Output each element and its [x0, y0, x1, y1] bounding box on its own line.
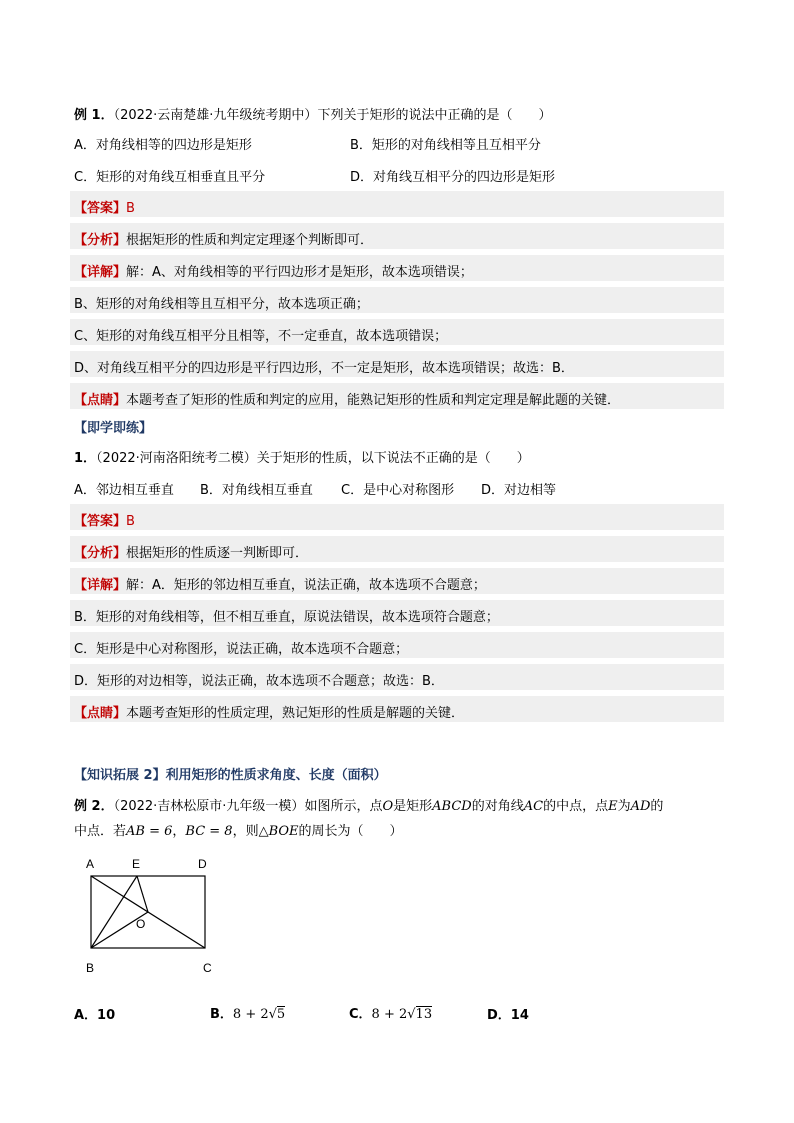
- practice-option-a: A．邻边相互垂直: [74, 483, 174, 498]
- practice-source: （2022·河南洛阳统考二模）: [96, 451, 257, 466]
- ex2-text-1: 如图所示，点: [304, 799, 383, 814]
- ex2-question-line-2: [74, 820, 403, 839]
- ex1-source: （2022·云南楚雄·九年级统考期中）: [113, 108, 318, 123]
- ex1-comment-tag: 【点睛】: [74, 393, 127, 408]
- practice-detail-line-4: D．矩形的对边相等，说法正确，故本选项不合题意；故选：B．: [74, 674, 444, 689]
- practice-detail-line-3: C．矩形是中心对称图形，说法正确，故本选项不合题意；: [74, 642, 409, 657]
- practice-heading: 【即学即练】: [74, 421, 153, 436]
- ex1-detail-line-1: 解：A、对角线相等的平行四边形才是矩形，故本选项错误；: [126, 265, 473, 280]
- ex2-expr-ab: AB = 6: [126, 824, 173, 839]
- practice-detail-line-1: 解：A．矩形的邻边相互垂直，说法正确，故本选项不合题意；: [126, 578, 486, 593]
- ex2-text-2: 是矩形: [393, 799, 433, 814]
- ex1-detail-line-2: B、矩形的对角线相等且互相平分，故本选项正确；: [74, 297, 369, 312]
- sqrt-symbol: √: [407, 1007, 416, 1022]
- ex2-text-9: 的周长为（ ）: [298, 824, 403, 839]
- ex1-analysis-tag: 【分析】: [74, 233, 127, 248]
- ex2-option-d: D．14: [487, 1008, 529, 1023]
- ex1-comment: [74, 389, 620, 408]
- ex1-question-text: 下列关于矩形的说法中正确的是（ ）: [317, 108, 552, 123]
- label-b: B: [86, 961, 95, 975]
- practice-analysis-text: 根据矩形的性质逐一判断即可．: [126, 546, 309, 561]
- ex1-detail-1: [74, 261, 473, 280]
- ex2-var-e: E: [608, 799, 618, 814]
- practice-option-d: D．对边相等: [481, 483, 557, 498]
- ex2-var-abcd: ABCD: [432, 799, 472, 814]
- label-a: A: [86, 857, 95, 871]
- segment-be: [91, 876, 137, 948]
- sqrt-symbol: √: [268, 1007, 277, 1022]
- ex2-option-c-value: 8 + 2: [371, 1007, 408, 1022]
- ex1-answer-tag: 【答案】: [74, 201, 127, 216]
- practice-comment-tag: 【点睛】: [74, 706, 127, 721]
- ex1-detail-tag: 【详解】: [74, 265, 127, 280]
- label-d: D: [198, 857, 207, 871]
- label-e: E: [132, 857, 141, 871]
- practice-answer: [74, 510, 135, 529]
- ex2-text-5: 为: [617, 799, 631, 814]
- ex1-comment-text: 本题考查了矩形的性质和判定的应用，能熟记矩形的性质和判定定理是解此题的关键．: [126, 393, 621, 408]
- ex2-option-b-label: B．: [210, 1007, 233, 1022]
- practice-question-text: 关于矩形的性质，以下说法不正确的是（ ）: [256, 451, 530, 466]
- ex1-answer-bg: [70, 191, 724, 217]
- ex2-var-ad: AD: [630, 799, 651, 814]
- ex1-detail-line-3: C、矩形的对角线互相平分且相等，不一定垂直，故本选项错误；: [74, 329, 448, 344]
- ex1-label: 例 1．: [74, 108, 114, 123]
- ex1-option-a: A．对角线相等的四边形是矩形: [74, 138, 252, 153]
- practice-comment: [74, 702, 464, 721]
- ex2-var-ac: AC: [523, 799, 544, 814]
- ex2-option-c-label: C．: [349, 1007, 372, 1022]
- ex2-option-b: [210, 1003, 285, 1022]
- ex2-source: （2022·吉林松原市·九年级一模）: [113, 799, 305, 814]
- ex1-detail-line-4: D、对角线互相平分的四边形是平行四边形，不一定是矩形，故本选项错误；故选：B．: [74, 361, 574, 376]
- practice-analysis-tag: 【分析】: [74, 546, 127, 561]
- ex2-var-boe: BOE: [268, 824, 299, 839]
- ex1-option-c: C．矩形的对角线互相垂直且平分: [74, 170, 266, 185]
- ex1-option-b: B．矩形的对角线相等且互相平分: [350, 138, 541, 153]
- ex2-text-7: 中点．若: [74, 824, 127, 839]
- ex2-label: 例 2．: [74, 799, 114, 814]
- ex2-text-6: 的: [650, 799, 664, 814]
- ex2-option-a: A．10: [74, 1008, 116, 1023]
- label-c: C: [203, 961, 212, 975]
- ex2-option-b-radicand: 5: [276, 1007, 286, 1022]
- practice-detail-line-2: B．矩形的对角线相等，但不相互垂直，原说法错误，故本选项符合题意；: [74, 610, 499, 625]
- practice-label: 1．: [74, 451, 97, 466]
- practice-analysis: [74, 542, 308, 561]
- ex2-text-8: ，则△: [232, 824, 269, 839]
- ex1-answer: [74, 197, 135, 216]
- ex2-question-line-1: [74, 795, 663, 814]
- ex1-analysis-text: 根据矩形的性质和判定定理逐个判断即可．: [126, 233, 374, 248]
- practice-option-b: B．对角线相互垂直: [200, 483, 313, 498]
- ex1-answer-value: B: [126, 201, 135, 216]
- practice-detail-tag: 【详解】: [74, 578, 127, 593]
- ex2-option-c: [349, 1003, 432, 1022]
- ex2-text-4: 的中点，点: [543, 799, 609, 814]
- practice-answer-bg: [70, 504, 724, 530]
- practice-comment-text: 本题考查矩形的性质定理，熟记矩形的性质是解题的关键．: [126, 706, 465, 721]
- label-o: O: [136, 917, 146, 931]
- section2-heading: 【知识拓展 2】利用矩形的性质求角度、长度（面积）: [74, 768, 387, 783]
- practice-option-c: C．是中心对称图形: [341, 483, 455, 498]
- practice-answer-value: B: [126, 514, 135, 529]
- ex2-comma: ，: [172, 824, 186, 839]
- ex1-option-d: D．对角线互相平分的四边形是矩形: [350, 170, 556, 185]
- ex2-option-b-value: 8 + 2: [232, 1007, 269, 1022]
- ex1-question: [74, 104, 551, 123]
- ex2-option-c-radicand: 13: [415, 1007, 433, 1022]
- practice-answer-tag: 【答案】: [74, 514, 127, 529]
- rectangle-figure: [80, 852, 240, 982]
- ex2-var-o: O: [382, 799, 394, 814]
- ex2-text-3: 的对角线: [471, 799, 524, 814]
- practice-detail-1: [74, 574, 486, 593]
- practice-question: [74, 447, 530, 466]
- ex2-expr-bc: BC = 8: [185, 824, 233, 839]
- ex1-analysis: [74, 229, 373, 248]
